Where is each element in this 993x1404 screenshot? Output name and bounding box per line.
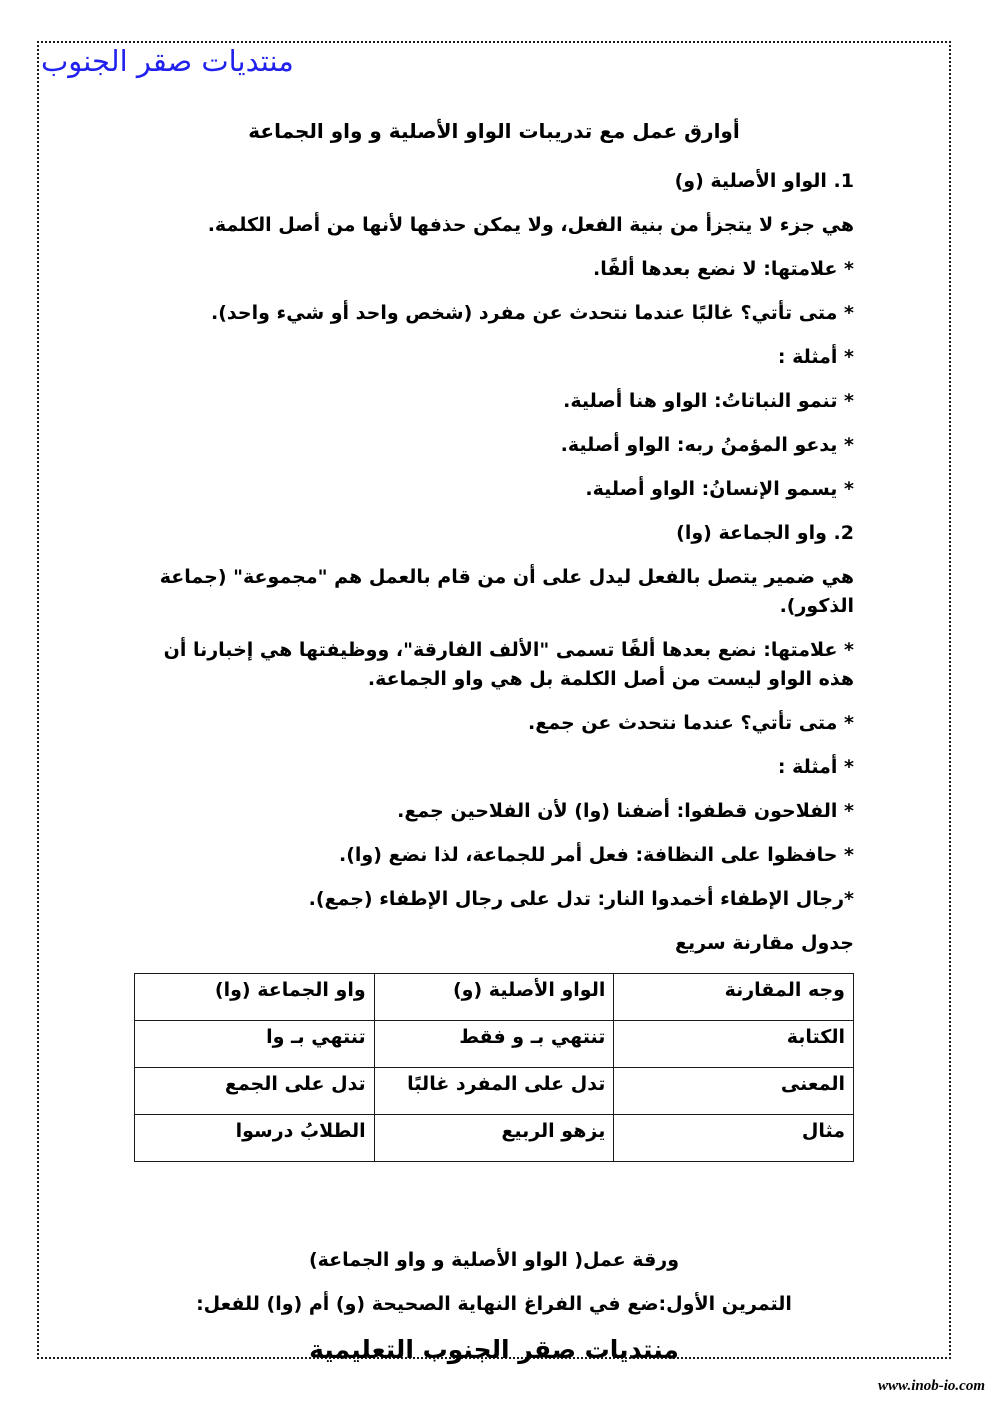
table-cell: مثال	[614, 1115, 854, 1162]
table-cell: تنتهي بـ و فقط	[374, 1021, 614, 1068]
section-2-paragraph: * حافظوا على النظافة: فعل أمر للجماعة، لذا نضع (وا).	[339, 844, 854, 866]
comparison-table	[134, 973, 854, 1162]
section-1-paragraph: * علامتها: لا نضع بعدها ألفًا.	[592, 258, 854, 280]
document-title: أوارق عمل مع تدريبات الواو الأصلية و واو الجماعة	[248, 119, 740, 143]
table-row	[135, 1115, 854, 1162]
section-2-paragraph: هي ضمير يتصل بالفعل ليدل على أن من قام بالعمل هم "مجموعة" (جماعة الذكور).	[159, 566, 854, 617]
table-cell: المعنى	[614, 1068, 854, 1115]
table-header-row	[135, 974, 854, 1021]
table-cell: يزهو الربيع	[374, 1115, 614, 1162]
worksheet-title: ورقة عمل( الواو الأصلية و واو الجماعة)	[308, 1249, 680, 1271]
table-cell: الطلابُ درسوا	[135, 1115, 375, 1162]
table-header-cell: وجه المقارنة	[614, 974, 854, 1021]
section-2-paragraph: * علامتها: نضع بعدها ألفًا تسمى "الألف الفارقة"، ووظيفتها هي إخبارنا أن هذه الواو ليست من أصل الكلمة بل هي واو الجماعة.	[163, 639, 854, 690]
table-header-cell: الواو الأصلية (و)	[374, 974, 614, 1021]
table-row	[135, 1021, 854, 1068]
exercise-1-instruction: التمرين الأول:ضع في الفراغ النهاية الصحيحة (و) أم (وا) للفعل:	[196, 1293, 792, 1315]
section-1-paragraph: * متى تأتي؟ غالبًا عندما نتحدث عن مفرد (شخص واحد أو شيء واحد).	[211, 302, 854, 324]
section-1-paragraph: * يدعو المؤمنُ ربه: الواو أصلية.	[560, 434, 854, 456]
table-caption: جدول مقارنة سريع	[675, 932, 854, 954]
page-border-frame	[37, 41, 951, 1364]
section-1-paragraph: * يسمو الإنسانُ: الواو أصلية.	[585, 478, 854, 500]
section-1-heading: 1. الواو الأصلية (و)	[674, 170, 854, 192]
section-2-paragraph: *رجال الإطفاء أخمدوا النار: تدل على رجال الإطفاء (جمع).	[308, 888, 854, 910]
table-cell: الكتابة	[614, 1021, 854, 1068]
section-2-paragraph: * الفلاحون قطفوا: أضفنا (وا) لأن الفلاحين جمع.	[397, 800, 854, 822]
site-watermark-header: منتديات صقر الجنوب	[41, 44, 294, 78]
footer-url: www.inob-io.com	[878, 1378, 985, 1394]
table-row	[135, 1068, 854, 1115]
section-1-paragraph: * تنمو النباتاتُ: الواو هنا أصلية.	[563, 390, 854, 412]
section-2-paragraph: * متى تأتي؟ عندما نتحدث عن جمع.	[528, 712, 854, 734]
table-cell: تنتهي بـ وا	[135, 1021, 375, 1068]
table-header-cell: واو الجماعة (وا)	[135, 974, 375, 1021]
table-cell: تدل على المفرد غالبًا	[374, 1068, 614, 1115]
section-1-paragraph: هي جزء لا يتجزأ من بنية الفعل، ولا يمكن حذفها لأنها من أصل الكلمة.	[207, 214, 854, 236]
section-2-paragraph: * أمثلة :	[777, 756, 854, 778]
table-cell: تدل على الجمع	[135, 1068, 375, 1115]
document-content	[39, 117, 949, 1366]
section-1-paragraph: * أمثلة :	[777, 346, 854, 368]
section-2-heading: 2. واو الجماعة (وا)	[676, 522, 854, 544]
site-banner-footer: منتديات صقر الجنوب التعليمية	[309, 1335, 679, 1364]
